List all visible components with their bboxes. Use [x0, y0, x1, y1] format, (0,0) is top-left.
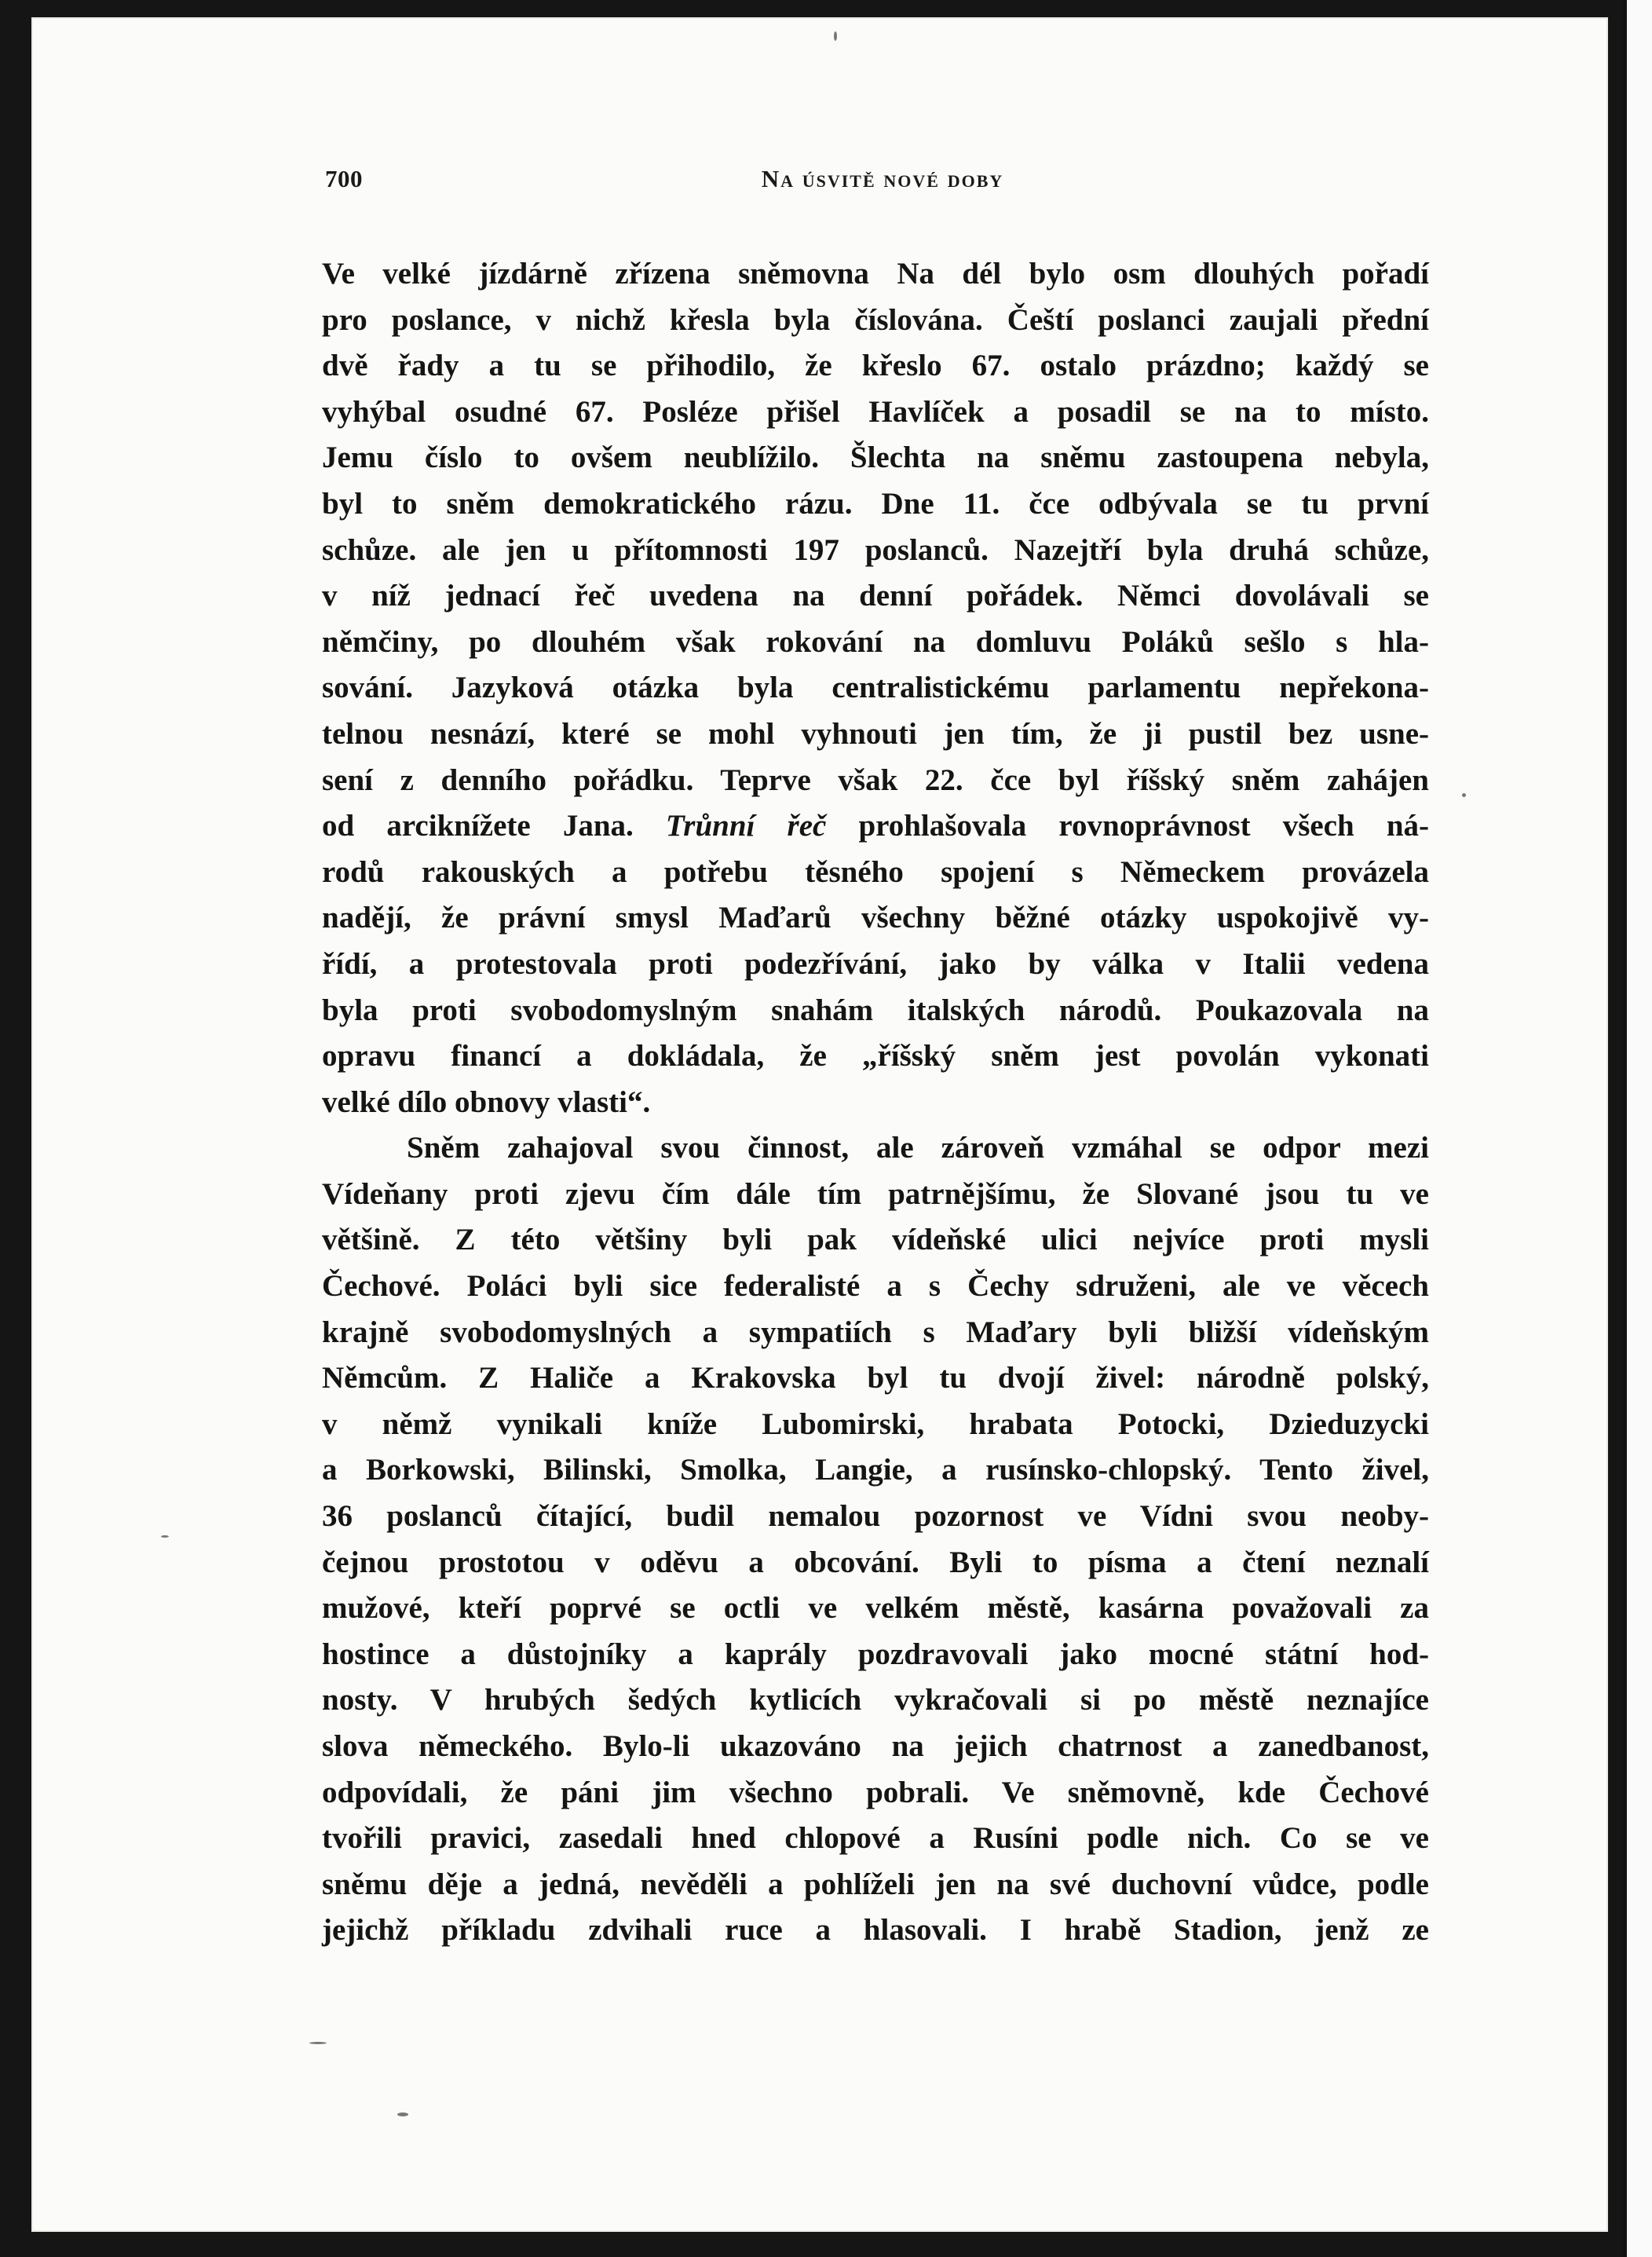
text-line: schůze. ale jen u přítomnosti 197 poslanců. Nazejtří byla druhá schůze, — [322, 532, 1429, 567]
page-header — [325, 165, 1440, 201]
scan-edge-strip — [1622, 0, 1652, 2257]
paragraph-end-line: velké dílo obnovy vlasti“. — [322, 1085, 651, 1119]
italic-phrase: Trůnní řeč — [665, 809, 827, 843]
text-line: sněmu děje a jedná, nevěděli a pohlíželi jen na své duchovní vůdce, podle — [322, 1867, 1429, 1901]
scan-speck — [161, 1535, 169, 1538]
text-line: sení z denního pořádku. Teprve však 22. čce byl říšský sněm zahájen — [322, 763, 1429, 797]
text-line: Němcům. Z Haliče a Krakovska byl tu dvojí živel: národně polský, — [322, 1361, 1429, 1396]
text-line: řídí, a protestovala proti podezřívání, jako by válka v Italii vedena — [322, 946, 1429, 981]
text-line: slova německého. Bylo-li ukazováno na jejich chatrnost a zanedbanost, — [322, 1729, 1429, 1763]
text-line-with-italic — [322, 803, 1429, 850]
text-line: sování. Jazyková otázka byla centralistickému parlamentu nepřekona- — [322, 671, 1429, 705]
text-line: v níž jednací řeč uvedena na denní pořádek. Němci dovolávali se — [322, 579, 1429, 613]
text-line: Ve velké jízdárně zřízena sněmovna Na dél bylo osm dlouhých pořadí — [322, 257, 1429, 291]
text-segment: od arciknížete Jana. — [322, 809, 666, 843]
text-line: 36 poslanců čítající, budil nemalou pozornost ve Vídni svou neoby- — [322, 1499, 1429, 1534]
text-line: čejnou prostotou v oděvu a obcování. Byli to písma a čtení neznalí — [322, 1545, 1429, 1579]
text-line: byl to sněm demokratického rázu. Dne 11. čce odbývala se tu první — [322, 486, 1429, 521]
text-line: byla proti svobodomyslným snahám italských národů. Poukazovala na — [322, 993, 1429, 1027]
text-line: němčiny, po dlouhém však rokování na domluvu Poláků sešlo s hla- — [322, 624, 1429, 659]
text-line: jejichž příkladu zdvihali ruce a hlasovali. I hrabě Stadion, jenž ze — [322, 1913, 1429, 1948]
text-line: nosty. V hrubých šedých kytlicích vykračovali si po městě neznajíce — [322, 1683, 1429, 1717]
text-line: Čechové. Poláci byli sice federalisté a s Čechy sdruženi, ale ve věcech — [322, 1269, 1429, 1304]
text-line: dvě řady a tu se přihodilo, že křeslo 67. ostalo prázdno; každý se — [322, 349, 1429, 383]
text-line: rodů rakouských a potřebu těsného spojení s Německem provázela — [322, 854, 1429, 889]
text-line: tvořili pravici, zasedali hned chlopové a Rusíni podle nich. Co se ve — [322, 1821, 1429, 1856]
text-line: většině. Z této většiny byli pak vídeňské ulici nejvíce proti mysli — [322, 1223, 1429, 1257]
text-line: a Borkowski, Bilinski, Smolka, Langie, a rusínsko-chlopský. Tento živel, — [322, 1453, 1429, 1487]
text-line: opravu financí a dokládala, že „říšský sněm jest povolán vykonati — [322, 1039, 1429, 1074]
scan-speck — [309, 2042, 327, 2044]
running-title: Na úsvitě nové doby — [761, 165, 1004, 192]
text-line: vyhýbal osudné 67. Posléze přišel Havlíček a posadil se na to místo. — [322, 394, 1429, 429]
scan-speck — [834, 31, 837, 41]
text-line: hostince a důstojníky a kaprály pozdravovali jako mocné státní hod- — [322, 1637, 1429, 1671]
text-line: Jemu číslo to ovšem neublížilo. Šlechta na sněmu zastoupena nebyla, — [322, 441, 1429, 475]
text-line: pro poslance, v nichž křesla byla číslována. Čeští poslanci zaujali přední — [322, 302, 1429, 337]
scan-speck — [397, 2113, 408, 2116]
text-line: Vídeňany proti zjevu čím dále tím patrnějšímu, že Slované jsou tu ve — [322, 1176, 1429, 1211]
scan-speck — [1462, 793, 1466, 797]
text-line: v němž vynikali kníže Lubomirski, hrabata Potocki, Dzieduzycki — [322, 1407, 1429, 1441]
text-segment: prohlašovala rovnoprávnost všech ná- — [826, 809, 1429, 843]
text-line: nadějí, že právní smysl Maďarů všechny běžné otázky uspokojivě vy- — [322, 901, 1429, 935]
text-line: mužové, kteří poprvé se octli ve velkém městě, kasárna považovali za — [322, 1591, 1429, 1626]
text-line: telnou nesnází, které se mohl vyhnouti jen tím, že ji pustil bez usne- — [322, 716, 1429, 751]
text-line: krajně svobodomyslných a sympatiích s Maďary byli bližší vídeňským — [322, 1315, 1429, 1349]
page-number: 700 — [325, 165, 363, 192]
paragraph-start-line: Sněm zahajoval svou činnost, ale zároveň vzmáhal se odpor mezi — [407, 1131, 1429, 1165]
body-text — [322, 251, 1429, 1954]
text-line: odpovídali, že páni jim všechno pobrali. Ve sněmovně, kde Čechové — [322, 1775, 1429, 1809]
